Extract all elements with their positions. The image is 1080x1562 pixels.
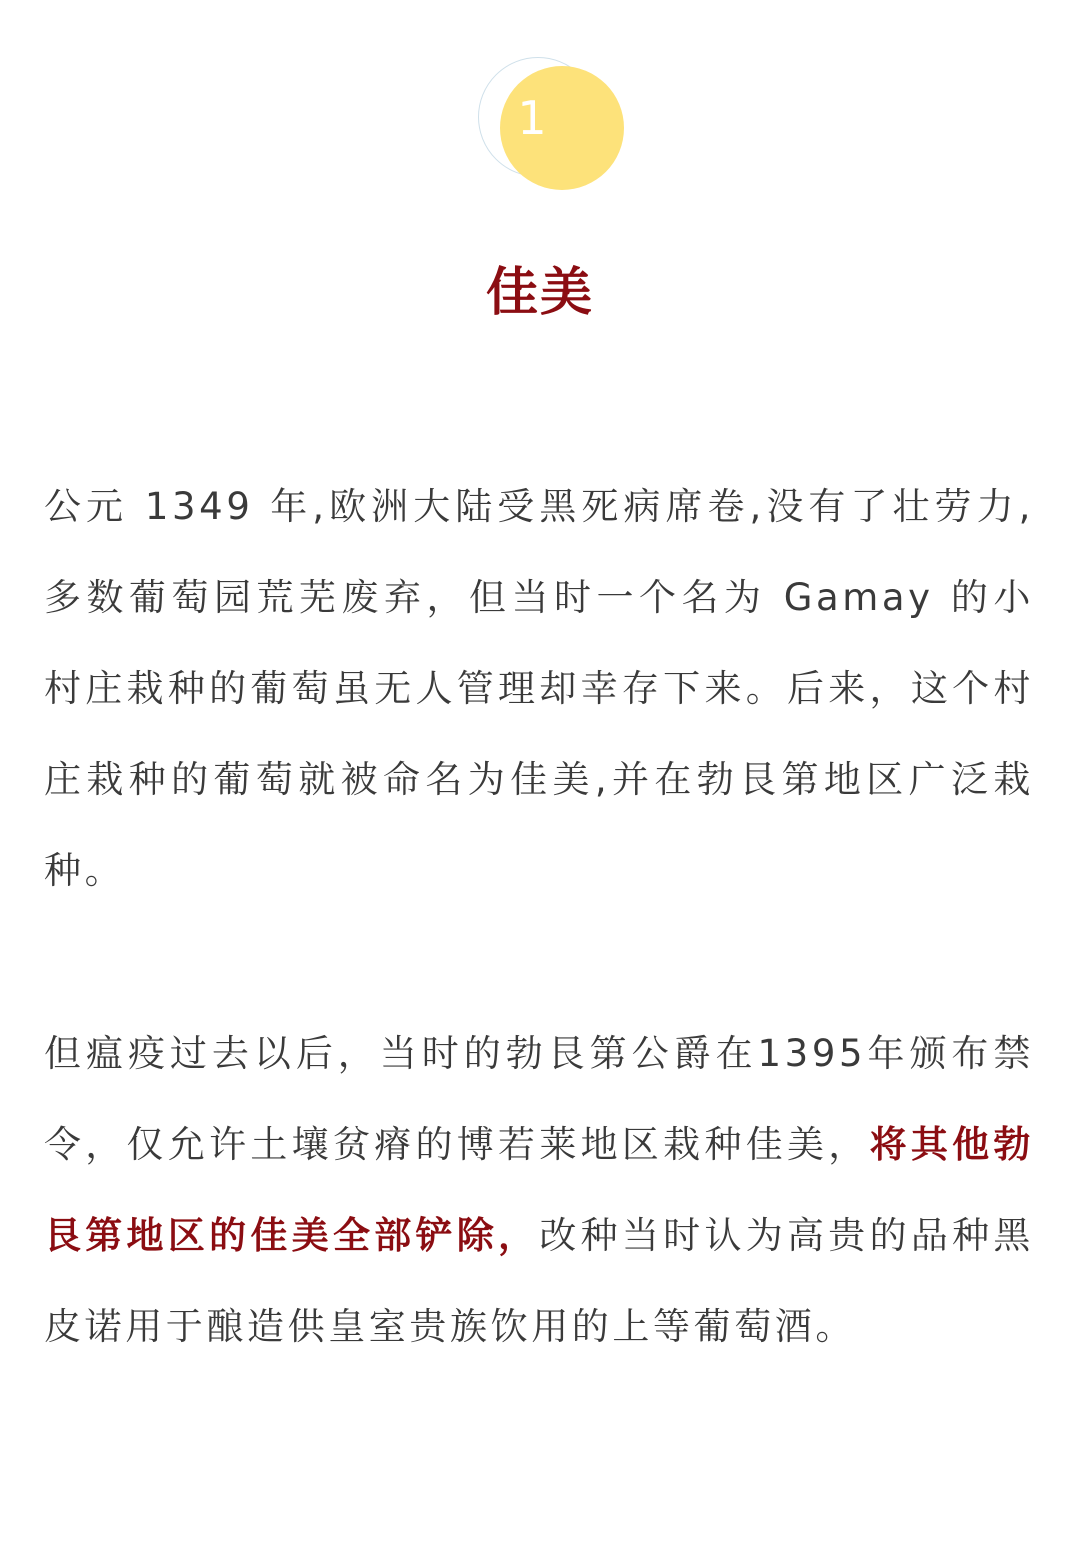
section-title: 佳美 bbox=[485, 263, 594, 323]
section-number: 1 bbox=[517, 91, 547, 145]
paragraph-2-highlight: 将其他勃艮第地区的佳美全部铲除， bbox=[44, 1123, 1034, 1257]
paragraph-2 bbox=[44, 1008, 1034, 1372]
paragraph-2-conclusion: 改种当时认为高贵的品种黑皮诺用于酿造供皇室贵族饮用的上等葡萄酒。 bbox=[44, 1214, 1035, 1348]
section-number-badge bbox=[476, 55, 626, 191]
paragraph-2-intro: 但瘟疫过去以后，当时的勃艮第公爵在1395年颁布禁令，仅允许土壤贫瘠的博若莱地区栽种佳美， bbox=[44, 1032, 1034, 1166]
paragraph-1: 公元 1349 年,欧洲大陆受黑死病席卷,没有了壮劳力,多数葡萄园荒芜废弃，但当时一个名为 Gamay 的小村庄栽种的葡萄虽无人管理却幸存下来。后来，这个村庄栽种的葡萄就被命名为佳美,并在勃艮第地区广泛栽种。 bbox=[44, 485, 1034, 892]
